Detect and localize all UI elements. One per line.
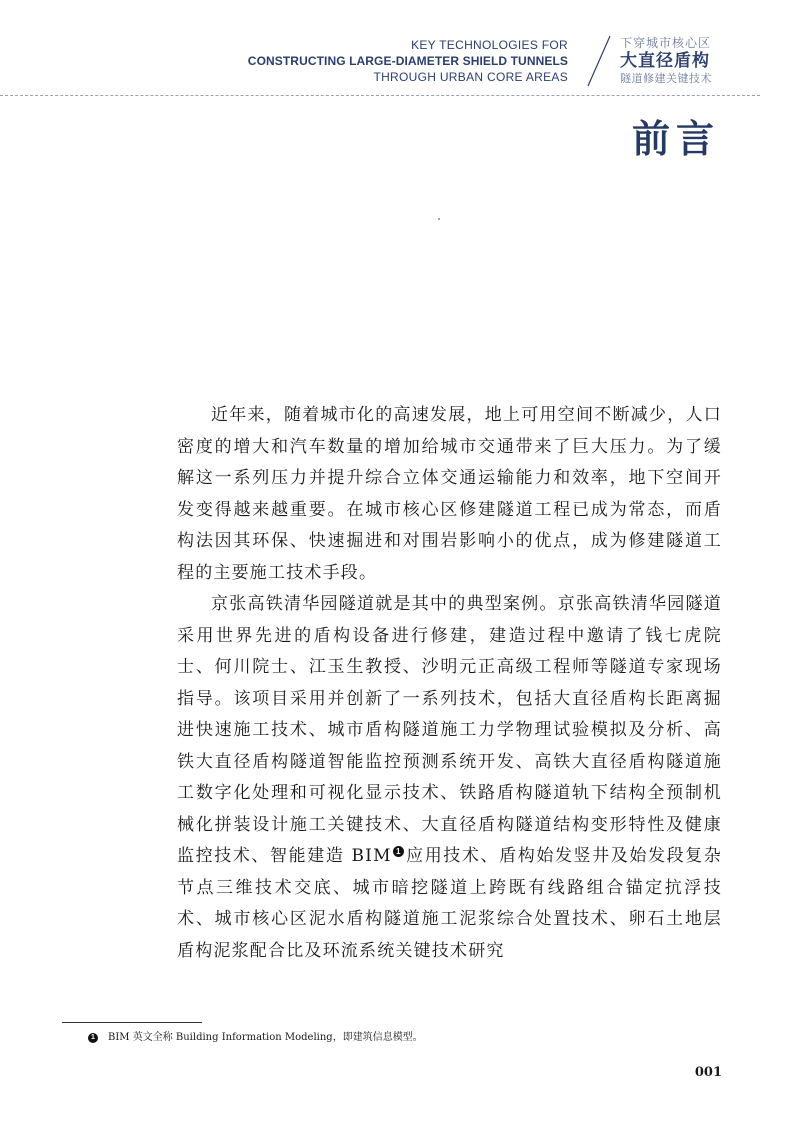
slash-divider-icon — [584, 34, 614, 88]
chinese-title-line-1: 下穿城市核心区 — [620, 36, 712, 50]
english-title-line-1: KEY TECHNOLOGIES FOR — [411, 38, 568, 52]
english-title-line-3: THROUGH URBAN CORE AREAS — [373, 70, 568, 84]
decorative-dot — [438, 218, 440, 220]
section-title: 前言 — [631, 116, 720, 161]
english-book-title — [248, 37, 568, 85]
paragraph-2-text-after: 应用技术、盾构始发竖井及始发段复杂节点三维技术交底、城市暗挖隧道上跨既有线路组合锚定抗浮技术、城市核心区泥水盾构隧道施工泥浆综合处置技术、卵石土地层盾构泥浆配合比及环流系统关键技术研究 — [177, 846, 722, 961]
paragraph-2-text-before: 京张高铁清华园隧道就是其中的典型案例。京张高铁清华园隧道采用世界先进的盾构设备进行修建，建造过程中邀请了钱七虎院士、何川院士、江玉生教授、沙明元正高级工程师等隧道专家现场指导。该项目采用并创新了一系列技术，包括大直径盾构长距离掘进快速施工技术、城市盾构隧道施工力学物理试验模拟及分析、高铁大直径盾构隧道智能监控预测系统开发、高铁大直径盾构隧道施工数字化处理和可视化显示技术、铁路盾构隧道轨下结构全预制机械化拼装设计施工关键技术、大直径盾构隧道结构变形特性及健康监控技术、智能建造 BIM — [177, 594, 722, 866]
footnote-text: BIM 英文全称 Building Information Modeling，即建筑信息模型。 — [108, 1032, 423, 1043]
footnote-reference-marker[interactable]: 1 — [393, 846, 404, 857]
footnote-marker: 1 — [88, 1033, 98, 1043]
body-text — [177, 400, 722, 967]
page-number: 001 — [694, 1065, 722, 1080]
footnote-divider — [62, 1022, 202, 1023]
paragraph-2 — [177, 589, 722, 967]
chinese-title-line-2: 大直径盾构 — [620, 51, 710, 71]
english-title-line-2: CONSTRUCTING LARGE-DIAMETER SHIELD TUNNELS — [247, 54, 568, 68]
paragraph-1: 近年来，随着城市化的高速发展，地上可用空间不断减少，人口密度的增大和汽车数量的增加给城市交通带来了巨大压力。为了缓解这一系列压力并提升综合立体交通运输能力和效率，地下空间开发变得越来越重要。在城市核心区修建隧道工程已成为常态，而盾构法因其环保、快速掘进和对围岩影响小的优点，成为修建隧道工程的主要施工技术手段。 — [177, 405, 722, 583]
running-header — [0, 0, 790, 100]
header-divider — [0, 95, 760, 96]
footnote — [88, 1031, 423, 1045]
chinese-title-line-3: 隧道修建关键技术 — [620, 72, 712, 85]
chinese-book-title — [620, 35, 712, 86]
